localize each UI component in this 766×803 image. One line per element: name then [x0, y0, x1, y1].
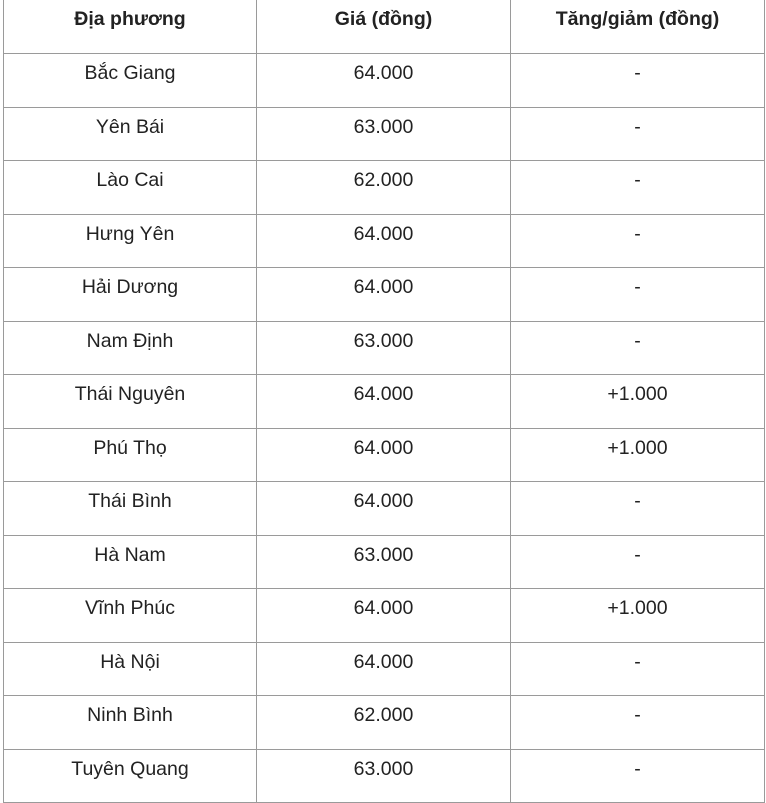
table-row [4, 589, 765, 643]
table-row [4, 696, 765, 750]
cell-price: 64.000 [257, 375, 511, 429]
cell-region: Hà Nội [4, 642, 257, 696]
cell-change: - [511, 321, 765, 375]
table-row [4, 321, 765, 375]
cell-price: 62.000 [257, 161, 511, 215]
table-row [4, 375, 765, 429]
header-region: Địa phương [4, 0, 257, 54]
table-row [4, 482, 765, 536]
cell-region: Lào Cai [4, 161, 257, 215]
table-row [4, 428, 765, 482]
cell-price: 64.000 [257, 642, 511, 696]
cell-price: 64.000 [257, 482, 511, 536]
cell-price: 64.000 [257, 54, 511, 108]
cell-region: Bắc Giang [4, 54, 257, 108]
cell-region: Ninh Bình [4, 696, 257, 750]
table-row [4, 54, 765, 108]
cell-change: - [511, 268, 765, 322]
cell-price: 63.000 [257, 107, 511, 161]
cell-region: Yên Bái [4, 107, 257, 161]
price-table [3, 0, 765, 803]
cell-region: Hưng Yên [4, 214, 257, 268]
table-header-row [4, 0, 765, 54]
cell-change: +1.000 [511, 375, 765, 429]
cell-change: - [511, 107, 765, 161]
header-price: Giá (đồng) [257, 0, 511, 54]
header-change: Tăng/giảm (đồng) [511, 0, 765, 54]
table-row [4, 268, 765, 322]
table-row [4, 107, 765, 161]
table-row [4, 535, 765, 589]
cell-change: - [511, 749, 765, 803]
cell-change: - [511, 54, 765, 108]
cell-price: 62.000 [257, 696, 511, 750]
cell-region: Tuyên Quang [4, 749, 257, 803]
cell-change: - [511, 214, 765, 268]
cell-region: Thái Nguyên [4, 375, 257, 429]
cell-change: +1.000 [511, 589, 765, 643]
cell-change: - [511, 696, 765, 750]
cell-change: - [511, 642, 765, 696]
table-row [4, 214, 765, 268]
table-row [4, 642, 765, 696]
table-row [4, 161, 765, 215]
cell-change: - [511, 161, 765, 215]
cell-change: +1.000 [511, 428, 765, 482]
cell-price: 64.000 [257, 428, 511, 482]
cell-change: - [511, 482, 765, 536]
cell-change: - [511, 535, 765, 589]
cell-price: 63.000 [257, 535, 511, 589]
cell-price: 64.000 [257, 589, 511, 643]
cell-price: 64.000 [257, 214, 511, 268]
cell-region: Thái Bình [4, 482, 257, 536]
cell-region: Hà Nam [4, 535, 257, 589]
cell-price: 63.000 [257, 321, 511, 375]
cell-region: Phú Thọ [4, 428, 257, 482]
table-row [4, 749, 765, 803]
cell-region: Vĩnh Phúc [4, 589, 257, 643]
cell-region: Nam Định [4, 321, 257, 375]
cell-region: Hải Dương [4, 268, 257, 322]
cell-price: 63.000 [257, 749, 511, 803]
cell-price: 64.000 [257, 268, 511, 322]
